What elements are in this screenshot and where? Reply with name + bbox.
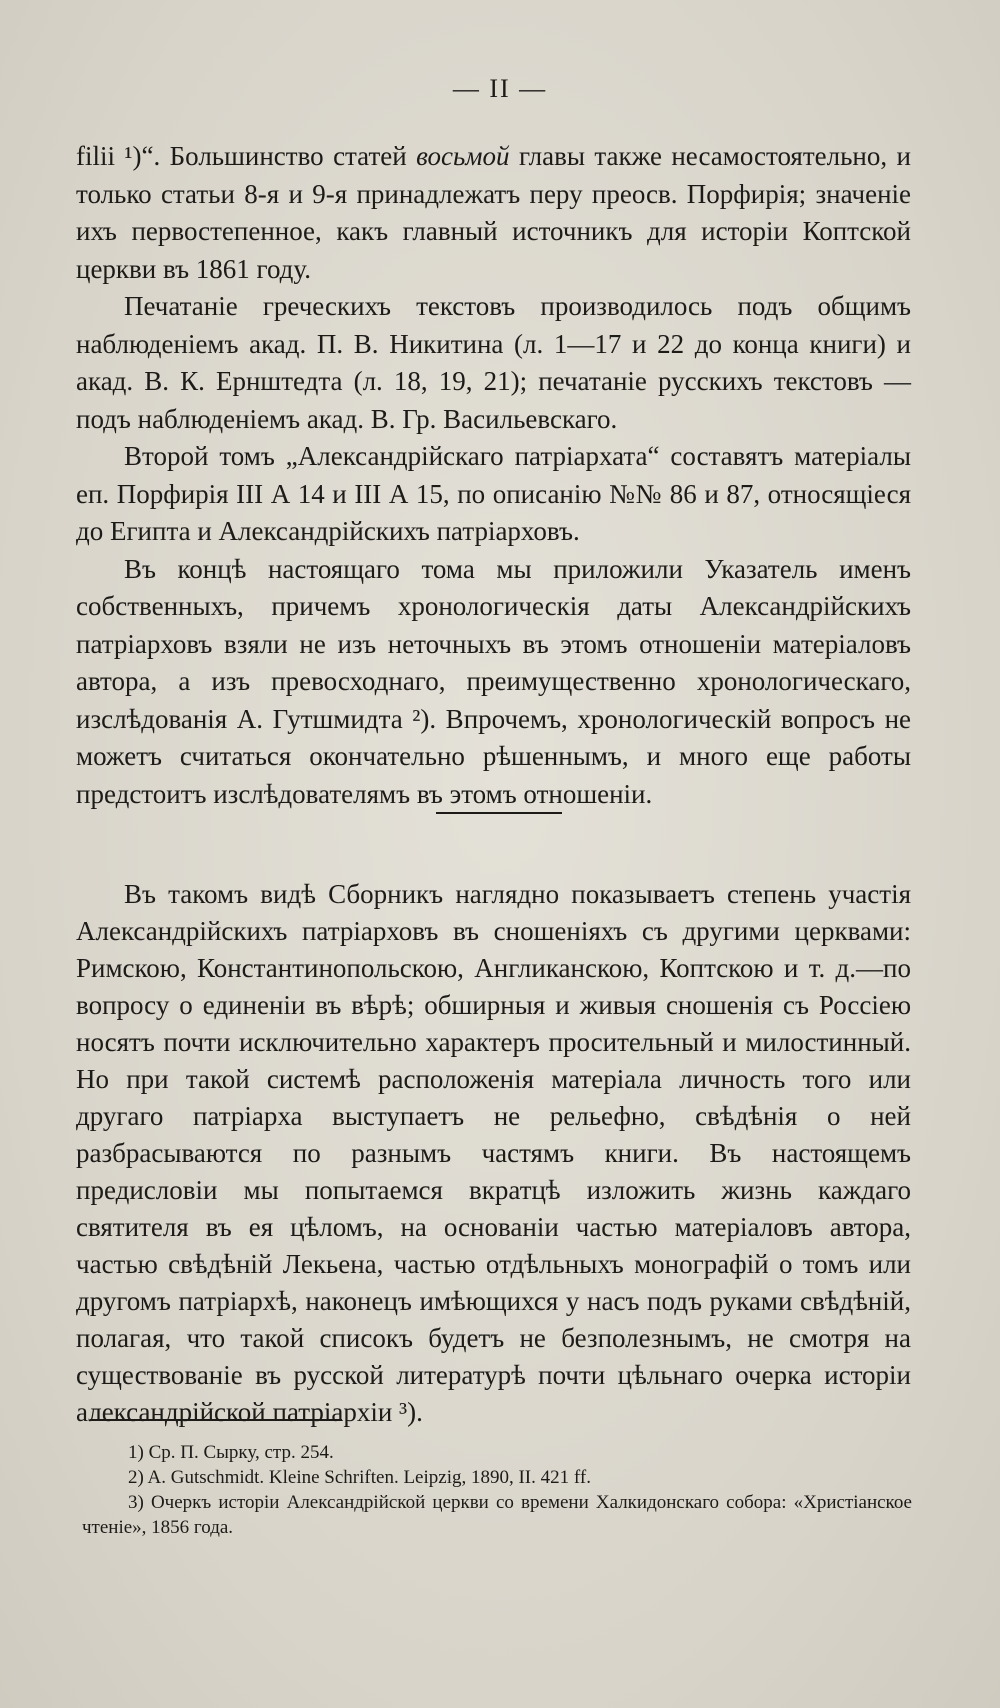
footnotes (82, 1440, 912, 1540)
footnote-3: 3) Очеркъ исторіи Александрійской церкви со времени Халкидонскаго собора: «Христіанское чтеніе», 1856 года. (82, 1492, 912, 1538)
paragraph-2: Печатаніе греческихъ текстовъ производилось подъ общимъ наблюденіемъ акад. П. В. Никитина (л. 1—17 и 22 до конца книги) и акад. В. К. Ернштедта (л. 18, 19, 21); печатаніе русскихъ текстовъ — подъ наблюденіемъ акад. В. Гр. Васильевскаго. (76, 291, 911, 434)
paragraph-1-end: главы также несамостоятельно, и только статьи 8-я и 9-я принадлежатъ перу преосв. Порфирія; значеніе ихъ первостепенное, какъ главный источникъ для исторіи Коптской церкви въ 1861 году. (76, 141, 912, 284)
footnote-2: 2) A. Gutschmidt. Kleine Schriften. Leipzig, 1890, II. 421 ff. (128, 1467, 591, 1488)
section-divider (436, 812, 562, 814)
paragraph-4: Въ концѣ настоящаго тома мы приложили Указатель именъ собственныхъ, причемъ хронологическія даты Александрійскихъ патріарховъ взяли не изъ неточныхъ въ этомъ отношеніи матеріаловъ автора, а изъ превосходнаго, преимущественно хронологическаго, изслѣдованія А. Гутшмидта ²). Впрочемъ, хронологическій вопросъ не можетъ считаться окончательно рѣшеннымъ, и много еще работы предстоитъ изслѣдователямъ въ этомъ отношеніи. (76, 553, 911, 809)
paragraph-5: Въ такомъ видѣ Сборникъ наглядно показываетъ степень участія Александрійскихъ патріарховъ въ сношеніяхъ съ другими церквами: Римскою, Константинопольскою, Англиканскою, Коптскою и т. д.—по вопросу о единеніи въ вѣрѣ; обширныя и живыя сношенія съ Россіею носятъ почти исключительно характеръ просительный и милостинный. Но при такой системѣ расположенія матеріала личность того или другаго патріарха выступаетъ не рельефно, свѣдѣнія о ней разбрасываются по разнымъ частямъ книги. Въ настоящемъ предисловіи мы попытаемся вкратцѣ изложить жизнь каждаго святителя въ ея цѣломъ, на основаніи частью матеріаловъ автора, частью свѣдѣній Лекьена, частью отдѣльныхъ монографій о томъ или другомъ патріархѣ, наконецъ имѣющихся у насъ подъ руками свѣдѣній, полагая, что такой списокъ будетъ не безполезнымъ, не смотря на существованіе въ русской литературѣ почти цѣльнаго очерка исторіи александрійской патріархіи ³). (76, 879, 911, 1427)
paragraph-1 (76, 138, 911, 288)
footnote-1: 1) Ср. П. Сырку, стр. 254. (128, 1442, 334, 1463)
page-number: — II — (452, 74, 548, 103)
text-section-1 (76, 138, 911, 813)
footnote-rule (90, 1419, 342, 1421)
text-section-2 (76, 876, 911, 1431)
paragraph-1-italic: восьмой (416, 141, 510, 171)
paragraph-3: Второй томъ „Александрійскаго патріархата“ составятъ матеріалы еп. Порфирія III А 14 и III А 15, по описанію №№ 86 и 87, относящіеся до Египта и Александрійскихъ патріарховъ. (76, 441, 911, 546)
paragraph-1-start: filii ¹)“. Большинство статей (76, 141, 417, 171)
